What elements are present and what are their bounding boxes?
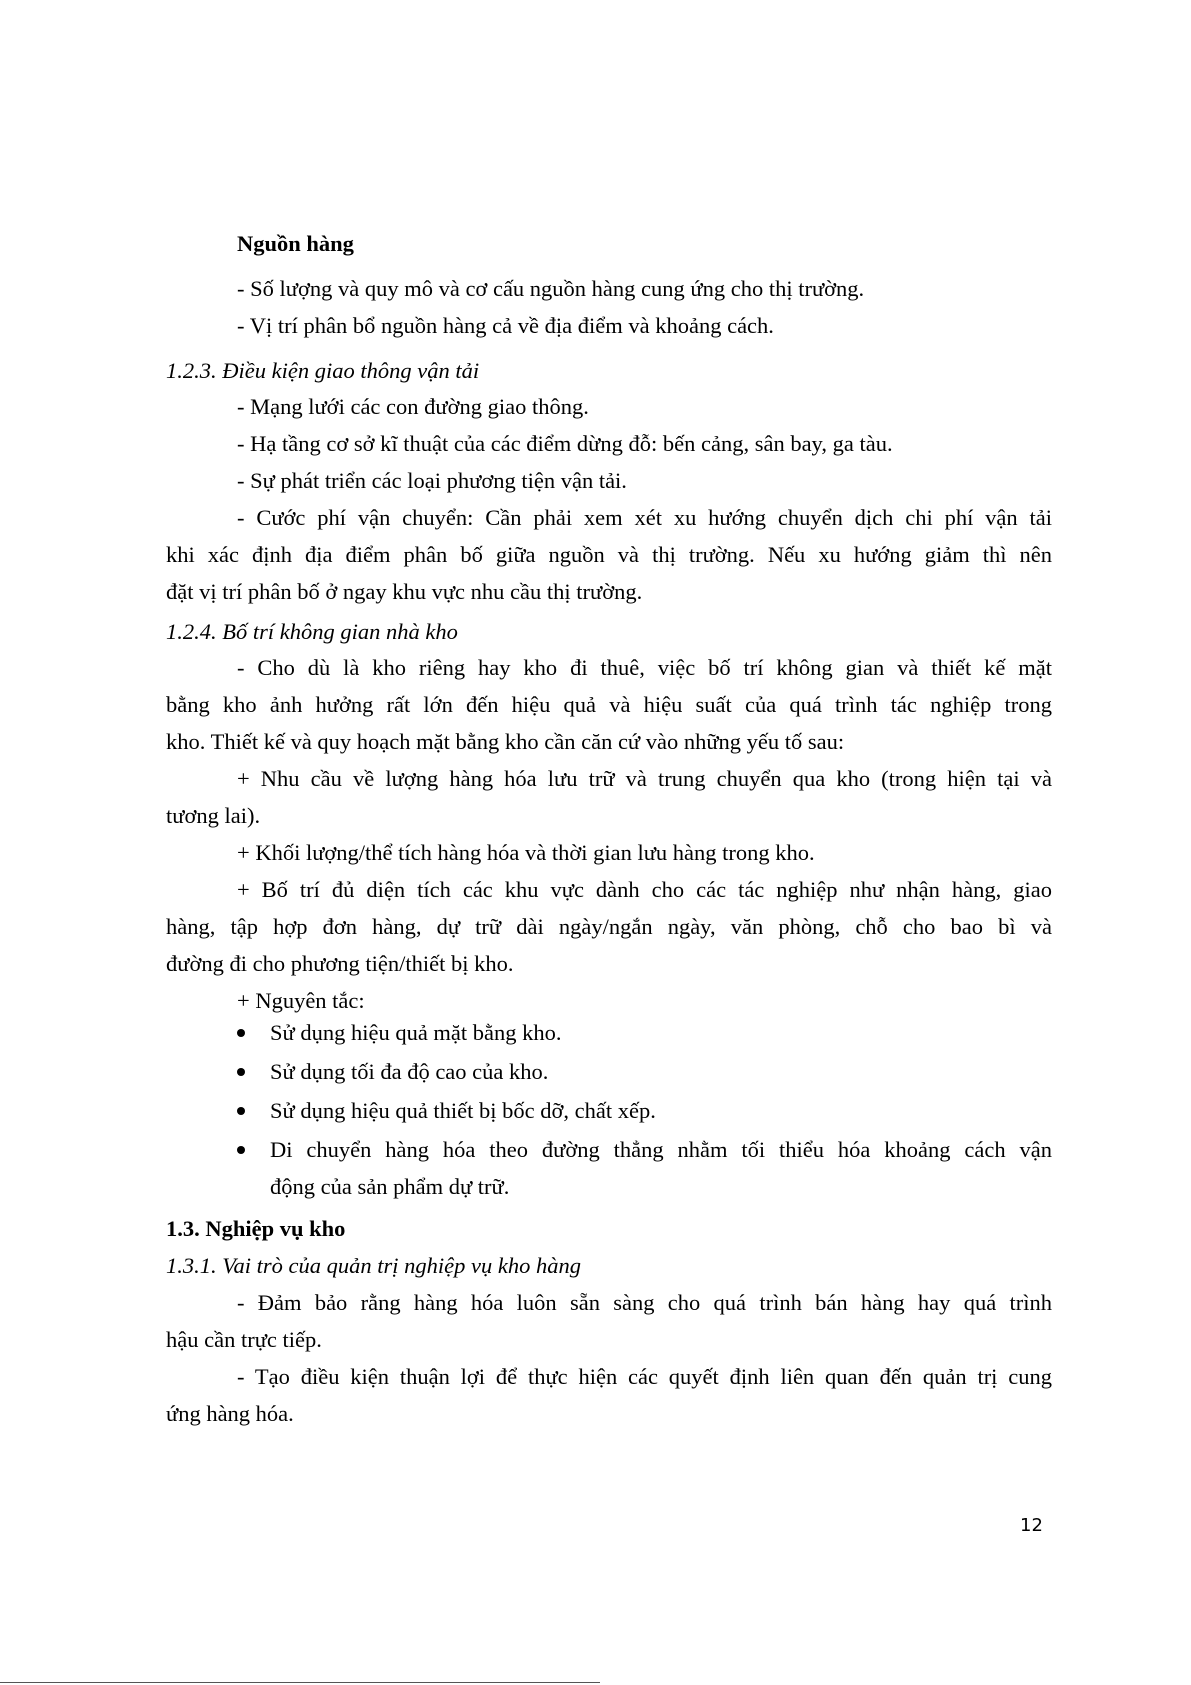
paragraph-line: - Vị trí phân bổ nguồn hàng cả về địa điểm và khoảng cách. — [237, 313, 774, 338]
paragraph-line: - Cho dù là kho riêng hay kho đi thuê, việc bố trí không gian và thiết kế mặt — [237, 655, 1052, 680]
section-heading-1-3-1: 1.3.1. Vai trò của quản trị nghiệp vụ kho hàng — [166, 1253, 581, 1278]
paragraph-line: khi xác định địa điểm phân bố giữa nguồn và thị trường. Nếu xu hướng giảm thì nên — [166, 542, 1052, 567]
section-heading-1-2-3: 1.2.3. Điều kiện giao thông vận tải — [166, 358, 480, 383]
bullet-icon — [237, 1146, 245, 1154]
paragraph-line: - Đảm bảo rằng hàng hóa luôn sẵn sàng cho quá trình bán hàng hay quá trình — [237, 1290, 1052, 1315]
bullet-item: Sử dụng tối đa độ cao của kho. — [270, 1059, 549, 1084]
paragraph-line: + Nguyên tắc: — [237, 988, 365, 1013]
paragraph-line: - Hạ tầng cơ sở kĩ thuật của các điểm dừng đỗ: bến cảng, sân bay, ga tàu. — [237, 431, 893, 456]
bottom-divider — [0, 1682, 600, 1683]
paragraph-line: - Tạo điều kiện thuận lợi để thực hiện các quyết định liên quan đến quản trị cung — [237, 1364, 1052, 1389]
page-number: 12 — [1020, 1515, 1043, 1536]
paragraph-line: kho. Thiết kế và quy hoạch mặt bằng kho cần căn cứ vào những yếu tố sau: — [166, 729, 845, 754]
section-heading-1-3: 1.3. Nghiệp vụ kho — [166, 1216, 346, 1241]
subheading-nguon-hang: Nguồn hàng — [237, 231, 354, 256]
paragraph-line: tương lai). — [166, 803, 261, 828]
paragraph-line: hậu cần trực tiếp. — [166, 1327, 322, 1352]
paragraph-line: - Cước phí vận chuyển: Cần phải xem xét xu hướng chuyển dịch chi phí vận tải — [237, 505, 1052, 530]
bullet-item-continuation: động của sản phẩm dự trữ. — [270, 1174, 510, 1199]
paragraph-line: - Mạng lưới các con đường giao thông. — [237, 394, 589, 419]
bullet-item: Di chuyển hàng hóa theo đường thẳng nhằm tối thiểu hóa khoảng cách vận — [270, 1137, 1052, 1162]
paragraph-line: đặt vị trí phân bố ở ngay khu vực nhu cầu thị trường. — [166, 579, 643, 604]
bullet-item: Sử dụng hiệu quả thiết bị bốc dỡ, chất xếp. — [270, 1098, 656, 1123]
section-heading-1-2-4: 1.2.4. Bố trí không gian nhà kho — [166, 619, 458, 644]
paragraph-line: bằng kho ảnh hưởng rất lớn đến hiệu quả và hiệu suất của quá trình tác nghiệp trong — [166, 692, 1052, 717]
paragraph-line: - Sự phát triển các loại phương tiện vận tải. — [237, 468, 627, 493]
paragraph-line: + Bố trí đủ diện tích các khu vực dành cho các tác nghiệp như nhận hàng, giao — [237, 877, 1052, 902]
paragraph-line: đường đi cho phương tiện/thiết bị kho. — [166, 951, 514, 976]
paragraph-line: ứng hàng hóa. — [166, 1401, 294, 1426]
paragraph-line: hàng, tập hợp đơn hàng, dự trữ dài ngày/ngắn ngày, văn phòng, chỗ cho bao bì và — [166, 914, 1052, 939]
paragraph-line: + Khối lượng/thể tích hàng hóa và thời gian lưu hàng trong kho. — [237, 840, 815, 865]
paragraph-line: + Nhu cầu về lượng hàng hóa lưu trữ và trung chuyển qua kho (trong hiện tại và — [237, 766, 1052, 791]
bullet-item: Sử dụng hiệu quả mặt bằng kho. — [270, 1020, 562, 1045]
paragraph-line: - Số lượng và quy mô và cơ cấu nguồn hàng cung ứng cho thị trường. — [237, 276, 865, 301]
